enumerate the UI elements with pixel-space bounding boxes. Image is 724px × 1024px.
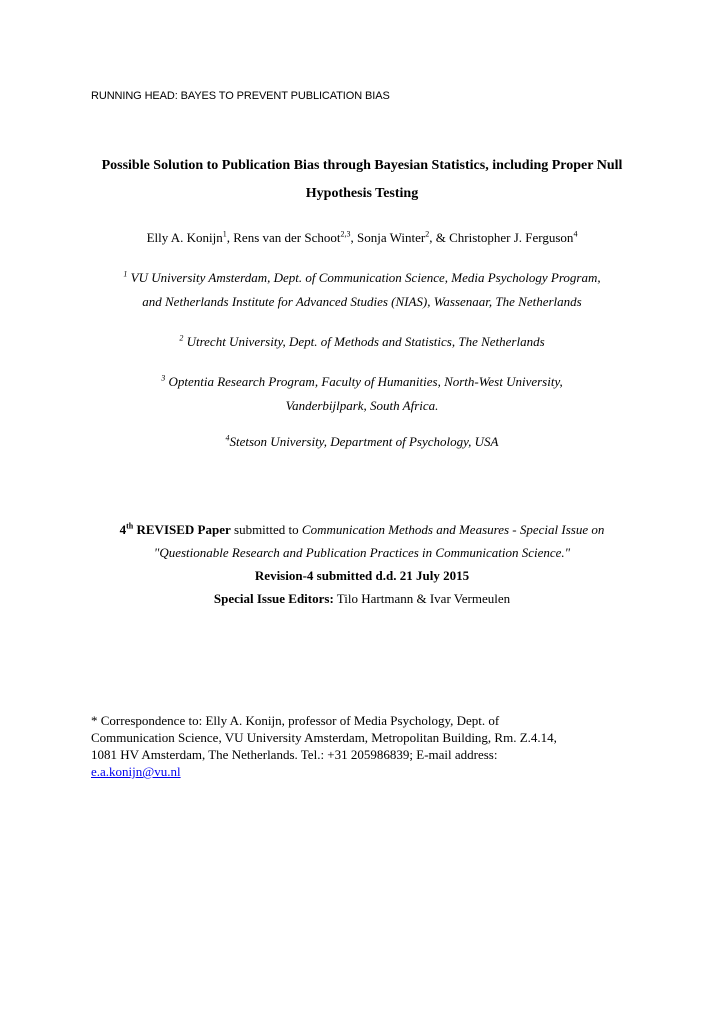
affiliation-sup: 1 xyxy=(123,269,128,279)
revised-label: REVISED Paper xyxy=(136,522,231,537)
submitted-to-text: submitted to xyxy=(230,522,302,537)
affiliation-2 xyxy=(0,330,724,354)
revision-date: Revision-4 submitted d.d. 21 July 2015 xyxy=(254,568,470,583)
submission-info xyxy=(0,518,724,610)
affiliation-1 xyxy=(0,266,724,314)
affiliation-line: VU University Amsterdam, Dept. of Communication Science, Media Psychology Program, xyxy=(130,270,601,285)
affiliation-line: Optentia Research Program, Faculty of Humanities, North-West University, xyxy=(168,374,563,389)
author-affil-sup: 4 xyxy=(573,229,578,239)
author-separator: , & xyxy=(429,230,450,245)
correspondence-line: 1081 HV Amsterdam, The Netherlands. Tel.: +31 205986839; E-mail address: xyxy=(91,747,498,762)
editors-names: Tilo Hartmann & Ivar Vermeulen xyxy=(333,591,511,606)
author-affil-sup: 1 xyxy=(222,229,227,239)
author-separator: , xyxy=(350,230,357,245)
affiliation-line: and Netherlands Institute for Advanced Studies (NIAS), Wassenaar, The Netherlands xyxy=(142,294,582,309)
special-issue-title: "Questionable Research and Publication Practices in Communication Science." xyxy=(153,545,571,560)
affiliation-sup: 4 xyxy=(225,433,230,443)
affiliation-3 xyxy=(0,370,724,418)
correspondence-line: * Correspondence to: Elly A. Konijn, professor of Media Psychology, Dept. of xyxy=(91,713,500,728)
editors-label: Special Issue Editors: xyxy=(213,591,334,606)
author-list xyxy=(0,230,724,246)
editors-line xyxy=(0,587,724,610)
running-head: RUNNING HEAD: BAYES TO PREVENT PUBLICATION BIAS xyxy=(91,90,390,102)
author-name: Christopher J. Ferguson xyxy=(449,230,574,245)
affiliation-4 xyxy=(0,430,724,454)
journal-name: Communication Methods and Measures - Special Issue on xyxy=(301,522,605,537)
affiliation-line: Stetson University, Department of Psychology, USA xyxy=(229,434,499,449)
author-affil-sup: 2,3 xyxy=(340,229,351,239)
submission-number-sup: th xyxy=(126,521,134,531)
affiliation-line: Vanderbijlpark, South Africa. xyxy=(285,398,439,413)
paper-title xyxy=(60,152,664,208)
submission-number: 4 xyxy=(119,522,127,537)
submission-line xyxy=(0,518,724,541)
correspondence-line: Communication Science, VU University Amsterdam, Metropolitan Building, Rm. Z.4.14, xyxy=(91,730,557,745)
author-name: Elly A. Konijn xyxy=(146,230,223,245)
author-separator: , xyxy=(226,230,234,245)
affiliation-sup: 2 xyxy=(179,333,184,343)
author-name: Rens van der Schoot xyxy=(233,230,341,245)
correspondence-block xyxy=(91,712,651,780)
email-link[interactable]: e.a.konijn@vu.nl xyxy=(91,764,181,779)
affiliation-line: Utrecht University, Dept. of Methods and Statistics, The Netherlands xyxy=(186,334,545,349)
title-line-1: Possible Solution to Publication Bias through Bayesian Statistics, including Proper Null xyxy=(101,158,623,173)
author-affil-sup: 2 xyxy=(425,229,430,239)
title-line-2: Hypothesis Testing xyxy=(305,186,419,201)
affiliation-sup: 3 xyxy=(161,373,166,383)
author-name: Sonja Winter xyxy=(357,230,426,245)
